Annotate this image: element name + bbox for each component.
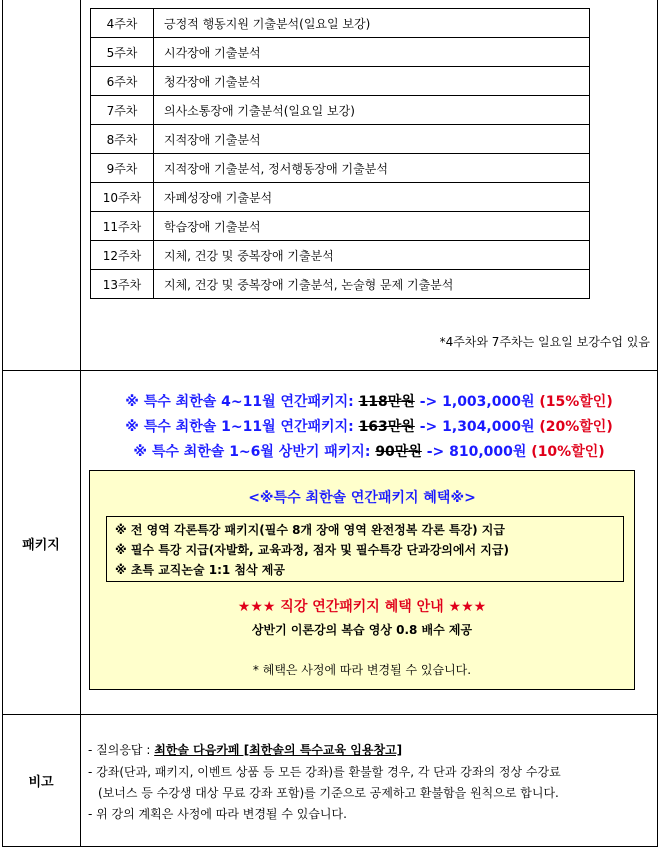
content-cell: 의사소통장애 기출분석(일요일 보강) [154, 96, 590, 125]
content-cell: 지적장애 기출분석 [154, 125, 590, 154]
week-cell: 11주차 [91, 212, 154, 241]
package-line-3 [82, 441, 656, 461]
benefit-change-note: * 혜택은 사정에 따라 변경될 수 있습니다. [252, 663, 472, 677]
content-cell: 학습장애 기출분석 [154, 212, 590, 241]
original-price: 163만원 [358, 419, 415, 435]
benefit-item: ※ 초특 교직논술 1:1 첨삭 제공 [115, 563, 285, 577]
package-line-prefix: ※ 특수 최한솔 1~6월 상반기 패키지: [133, 444, 376, 460]
schedule-row [91, 241, 590, 270]
original-price: 90만원 [375, 444, 422, 460]
sale-price: -> 1,003,000원 [414, 394, 540, 410]
content-cell: 시각장애 기출분석 [154, 38, 590, 67]
package-line-1 [82, 391, 656, 411]
schedule-row [91, 67, 590, 96]
benefit-list [106, 516, 624, 582]
week-cell: 6주차 [91, 67, 154, 96]
package-line-2 [82, 416, 656, 436]
label-column-divider [80, 0, 81, 846]
content-cell: 청각장애 기출분석 [154, 67, 590, 96]
discount-badge: (10%할인) [531, 444, 605, 460]
original-price: 118만원 [358, 394, 415, 410]
week-cell: 8주차 [91, 125, 154, 154]
sale-price: -> 1,304,000원 [414, 419, 540, 435]
content-cell: 자폐성장애 기출분석 [154, 183, 590, 212]
plan-change-note: - 위 강의 계획은 사정에 따라 변경될 수 있습니다. [88, 807, 347, 821]
week-cell: 10주차 [91, 183, 154, 212]
schedule-row [91, 154, 590, 183]
schedule-row [91, 183, 590, 212]
direct-lecture-benefit: 상반기 이론강의 복습 영상 0.8 배수 제공 [251, 623, 473, 637]
week-cell: 12주차 [91, 241, 154, 270]
cafe-link[interactable]: 최한솔 다음카페 [최한솔의 특수교육 임용창고] [154, 743, 403, 757]
week-cell: 7주차 [91, 96, 154, 125]
benefit-item: ※ 전 영역 각론특강 패키지(필수 8개 장애 영역 완전정복 각론 특강) 지급 [115, 523, 505, 537]
discount-badge: (20%할인) [539, 419, 613, 435]
week-cell: 4주차 [91, 9, 154, 38]
content-cell: 지적장애 기출분석, 정서행동장애 기출분석 [154, 154, 590, 183]
week-cell: 13주차 [91, 270, 154, 299]
schedule-row [91, 270, 590, 299]
qa-line [88, 741, 402, 758]
schedule-note: *4주차와 7주차는 일요일 보강수업 있음 [439, 335, 650, 349]
schedule-table [90, 8, 590, 299]
schedule-row [91, 125, 590, 154]
week-cell: 9주차 [91, 154, 154, 183]
refund-line-2: (보너스 등 수강생 대상 무료 강좌 포함)를 기준으로 공제하고 환불함을 원칙으로 합니다. [98, 786, 559, 800]
schedule-row [91, 212, 590, 241]
benefit-box [89, 470, 635, 690]
package-line-prefix: ※ 특수 최한솔 4~11월 연간패키지: [125, 394, 359, 410]
schedule-row [91, 38, 590, 67]
remarks-label: 비고 [28, 775, 54, 790]
content-cell: 지체, 건강 및 중복장애 기출분석, 논술형 문제 기출분석 [154, 270, 590, 299]
qa-prefix: - 질의응답 : [88, 743, 155, 757]
discount-badge: (15%할인) [539, 394, 613, 410]
content-cell: 지체, 건강 및 중복장애 기출분석 [154, 241, 590, 270]
schedule-row [91, 9, 590, 38]
week-cell: 5주차 [91, 38, 154, 67]
schedule-row [91, 96, 590, 125]
benefit-title: <※특수 최한솔 연간패키지 혜택※> [248, 490, 476, 506]
benefit-item: ※ 필수 특강 지급(자발화, 교육과정, 점자 및 필수특강 단과강의에서 지급) [115, 543, 509, 557]
package-label: 패키지 [22, 538, 60, 553]
sale-price: -> 810,000원 [421, 444, 532, 460]
row-divider-package [2, 370, 658, 371]
content-cell: 긍정적 행동지원 기출분석(일요일 보강) [154, 9, 590, 38]
refund-line-1: - 강좌(단과, 패키지, 이벤트 상품 등 모든 강좌)를 환불할 경우, 각 단과 강좌의 정상 수강료 [88, 765, 561, 779]
direct-lecture-title: ★★★ 직강 연간패키지 혜택 안내 ★★★ [237, 599, 487, 615]
row-divider-remarks [2, 714, 658, 715]
package-line-prefix: ※ 특수 최한솔 1~11월 연간패키지: [125, 419, 359, 435]
